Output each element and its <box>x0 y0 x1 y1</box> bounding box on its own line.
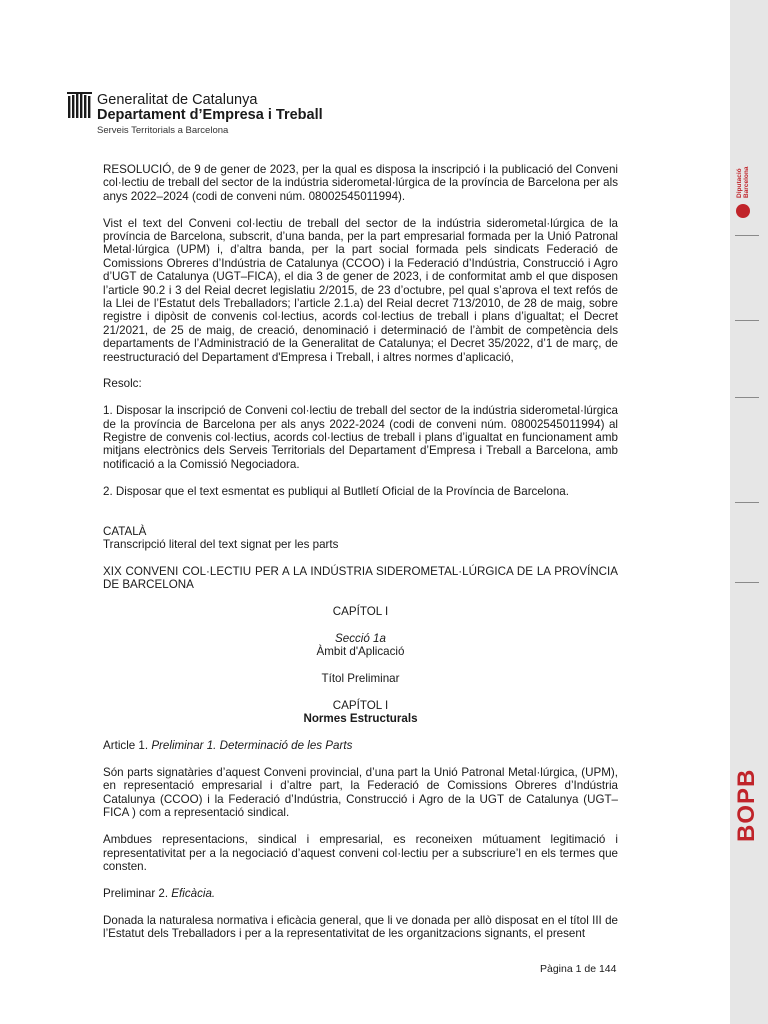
article-1-heading <box>103 739 618 752</box>
department-name: Departament d’Empresa i Treball <box>97 107 323 123</box>
divider <box>735 582 759 583</box>
document-body <box>103 163 618 940</box>
bopb-label: BOPB <box>733 768 760 842</box>
transcription-note: Transcripció literal del text signat per les parts <box>103 538 339 552</box>
divider <box>735 502 759 503</box>
item-1: 1. Disposar la inscripció de Conveni col·lectiu de treball del sector de la indústria siderometal·lúrgica de la província de Barcelona per als anys 2022-2024 (codi de conveni núm. 08002545011994) al Registre de convenis col·lectius, acords col·lectius de treball i plans d’igualtat en funcionament amb mitjans electrònics dels Serveis Territorials del Departament d’Empresa i Treball a Barcelona, amb notificació a la Comissió Negociadora. <box>103 404 618 471</box>
parties-paragraph: Són parts signatàries d’aquest Conveni provincial, d’una part la Unió Patronal Metal·lúrgica, (UPM), en representació empresarial i d’altre part, la Federació de Comissions Obreres d’Indústria Catalunya (CCOO) i la Federació d’Indústria, Construcció i Agro de la UGT de Catalunya (UGT–FICA ) com a representació sindical. <box>103 766 618 820</box>
title-heading: Títol Preliminar <box>321 672 400 686</box>
agreement-title: XIX CONVENI COL·LECTIU PER A LA INDÚSTRIA SIDEROMETAL·LÚRGICA DE LA PROVÍNCIA DE BARCELONA <box>103 565 618 592</box>
chapter-heading-2: CAPÍTOL I <box>332 699 389 713</box>
section-heading: Secció 1a <box>335 632 386 646</box>
scope-heading: Àmbit d'Aplicació <box>316 645 405 659</box>
chapter-heading: CAPÍTOL I <box>332 605 389 619</box>
bopb-sidebar <box>730 0 768 1024</box>
generalitat-logo-icon <box>67 92 93 120</box>
divider <box>735 397 759 398</box>
article-1-prefix: Article 1. <box>103 739 152 753</box>
structural-heading: Normes Estructurals <box>303 712 418 726</box>
prelim-2-heading <box>103 887 618 900</box>
mutual-paragraph: Ambdues representacions, sindical i empresarial, es reconeixen mútuament legitimació i representativitat per a la negociació d’aquest conveni col·lectiu per a subscriure’l en els termes que consten. <box>103 833 618 873</box>
prelim-2-title: Eficàcia. <box>171 886 216 900</box>
divider <box>735 320 759 321</box>
resolc-label: Resolc: <box>103 377 142 391</box>
publisher-line-1: Diputació <box>736 168 743 198</box>
divider <box>735 235 759 236</box>
diputacio-emblem-icon <box>736 204 750 218</box>
resolution-paragraph: RESOLUCIÓ, de 9 de gener de 2023, per la qual es disposa la inscripció i la publicació del Conveni col·lectiu de treball del sector de la indústria siderometal·lúrgica de la província de Barcelona per als anys 2022–2024 (codi de conveni núm. 08002545011994). <box>103 163 618 203</box>
service-name: Serveis Territorials a Barcelona <box>97 125 229 136</box>
org-name: Generalitat de Catalunya <box>97 92 258 108</box>
vist-paragraph: Vist el text del Conveni col·lectiu de treball del sector de la indústria siderometal·lúrgica de la província de Barcelona, subscrit, d’una banda, per la part empresarial formada per la Unió Patronal Metal·lúrgica (UPM) i, d’altra banda, per la part social formada pels sindicats Federació de Comissions Obreres d’Indústria de Catalunya (CCOO) i la Federació d’Indústria, Construcció i Agro d’UGT de Catalunya (UGT–FICA), el dia 3 de gener de 2023, i de conformitat amb el que disposen l’article 90.2 i 3 del Reial decret legislatiu 2/2015, de 23 d’octubre, pel qual s’aprova el text refós de la Llei de l’Estatut dels Treballadors; l’article 2.1.a) del Reial decret 713/2010, de 28 de maig, sobre registre i dipòsit de convenis col·lectius, acords col·lectius de treball i plans d’igualtat; el Decret 21/2021, de 25 de maig, de creació, denominació i determinació de l’àmbit de competència dels departaments de l’Administració de la Generalitat de Catalunya; el Decret 35/2022, d’1 de març, de reestructuració del Departament d'Empresa i Treball, i altres normes d’aplicació, <box>103 216 618 364</box>
normative-paragraph: Donada la naturalesa normativa i eficàcia general, que li ve donada per allò disposat en el títol III de l’Estatut dels Treballadors i per a la representativitat de les organitzacions signants, el present <box>103 913 618 940</box>
prelim-2-prefix: Preliminar 2. <box>103 886 172 900</box>
publisher-line-2: Barcelona <box>743 166 750 198</box>
item-2: 2. Disposar que el text esmentat es publiqui al Butlletí Oficial de la Província de Barcelona. <box>103 484 569 498</box>
language-label: CATALÀ <box>103 524 147 538</box>
article-1-title: Preliminar 1. Determinació de les Parts <box>151 739 353 753</box>
diputacio-logo <box>736 152 762 222</box>
letterhead <box>67 92 367 138</box>
page-number: Pàgina 1 de 144 <box>540 963 617 975</box>
